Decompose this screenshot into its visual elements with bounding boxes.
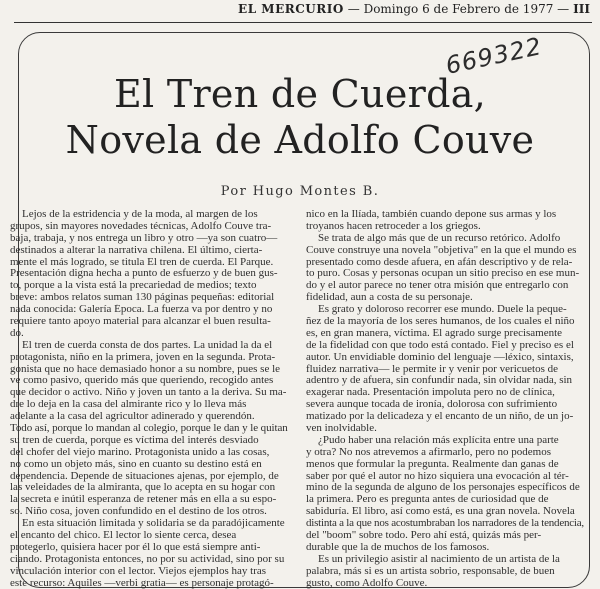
- text-line: destinados a alterar la narrativa chilena. El último, cierta-: [10, 244, 263, 256]
- text-line: nada conocida: Galería Época. La fuerza va por dentro y no: [10, 304, 273, 316]
- text-line: grupos, sin mayores novedades técnicas, Adolfo Couve tra-: [10, 220, 272, 232]
- text-line: breve: ambos relatos suman 130 páginas pequeñas: editorial: [10, 292, 275, 304]
- text-line: ciando. Protagonista entonces, no por su actividad, sino por su: [10, 553, 285, 565]
- text-line: distinta a la que nos acostumbraban los narradores de la tendencia,: [306, 518, 584, 530]
- text-line: durable que la de muchos de los famosos.: [306, 541, 490, 553]
- text-line: protagonista, niño en la primera, joven en la segunda. Prota-: [10, 351, 276, 363]
- text-line: es, en gran manera, víctima. El agrado surge precisamente: [306, 327, 563, 339]
- text-line: adentro y de afuera, sin confundir nada, sin olvidar nada, sin: [306, 375, 573, 387]
- handwritten-catalog-number: 669322: [443, 32, 545, 80]
- text-line: ve como pasivo, querido más que queriendo, recogido antes: [10, 375, 274, 387]
- text-line: to, porque a la vista está la precariedad de medios; texto: [10, 280, 257, 292]
- text-line: requiere tanto apoyo material para alcanzar el buen resulta-: [10, 316, 271, 328]
- issue-date: — Domingo 6 de Febrero de 1977 —: [347, 2, 570, 16]
- text-line: to puro. Cosas y personas ocupan un sitio preciso en ese mun-: [306, 268, 580, 280]
- text-line: baja, trabaja, y nos entrega un libro y otro —ya son cuatro—: [10, 232, 278, 244]
- text-line: Couve construye una novela "objetiva" en la que el mundo es: [306, 244, 577, 256]
- text-line: vinculación interior con el lector. Viejos ejemplos hay tras: [10, 565, 267, 577]
- text-line: su tren de cuerda, porque es víctima del interés desviado: [10, 434, 259, 446]
- text-line: do y el autor parece no tener otra misión que entregarlo con: [306, 280, 569, 292]
- text-line: sabiduría. El libro, así como está, es una gran novela. Novela: [306, 506, 575, 518]
- text-line: Es grato y doloroso recorrer ese mundo. Duele la peque-: [318, 304, 567, 316]
- text-line: dependencia. Depende de situaciones ajenas, por ejemplo, de: [10, 470, 279, 482]
- text-line: ñez de la mayoría de los seres humanos, de los cuales el niño: [306, 316, 575, 328]
- text-line: troyanos hacen retroceder a los griegos.: [306, 220, 481, 232]
- article-title-line-1: El Tren de Cuerda,: [113, 72, 487, 116]
- text-line: ¿Pudo haber una relación más explícita entre una parte: [318, 434, 559, 446]
- page-header: [0, 2, 590, 18]
- page-number: III: [573, 2, 590, 16]
- text-line: este recurso: Aquiles —verbi gratia— es personaje protagó-: [10, 577, 274, 589]
- text-line: Se trata de algo más que de un recurso retórico. Adolfo: [318, 232, 561, 244]
- text-line: Todo así, porque lo mandan al colegio, porque le dan y le quitan: [10, 423, 288, 435]
- text-line: de la fidelidad con que todo está contado. Fiel y preciso es el: [306, 339, 574, 351]
- text-line: la secreta e inútil esperanza de retener más en ella a su espo-: [10, 494, 277, 506]
- text-line: gonista que no hace demasiado honor a su nombre, pues se le: [10, 363, 281, 375]
- text-line: so. Niño cosa, joven confundido en el destino de los otros.: [10, 506, 267, 518]
- text-line: que decidor o activo. Niño y joven un tanto a la deriva. Su ma-: [10, 387, 287, 399]
- text-line: la primera. Pero es pregunta antes de curiosidad que de: [306, 494, 549, 506]
- text-line: adelante a la casa del agricultor adinerado y querendón.: [10, 411, 255, 423]
- text-line: protegerlo, quisiera hacer por él lo que está siempre anti-: [10, 541, 261, 553]
- header-rule: [14, 22, 592, 23]
- right-column: [306, 209, 584, 589]
- text-line: mente el más logrado, se titula El tren de cuerda. El Parque.: [10, 256, 274, 268]
- text-line: del chofer del viejo marino. Protagonista unido a las cosas,: [10, 446, 270, 458]
- text-line: Presentación digna hecha a punto de esfuerzo y de buen gus-: [10, 268, 278, 280]
- text-line: El tren de cuerda consta de dos partes. La unidad la da el: [22, 339, 273, 351]
- text-line: no como un objeto más, sino en cuanto su destino está en: [10, 458, 262, 470]
- article-title-line-2: Novela de Adolfo Couve: [65, 118, 535, 162]
- text-line: saber por qué el autor no hizo siquiera una evocación al tér-: [306, 470, 569, 482]
- text-line: matizado por la delicadeza y el encanto de un niño, de un jo-: [306, 411, 574, 423]
- text-line: fidelidad, aun a costa de su personaje.: [306, 292, 473, 304]
- text-line: exagerar nada. Presentación impoluta pero no de clínica,: [306, 387, 555, 399]
- text-line: severa aunque tocada de ironía, dolorosa con sufrimiento: [306, 399, 558, 411]
- text-line: menos que formular la pregunta. Realmente dan ganas de: [306, 458, 559, 470]
- text-line: palabra, más si es un artista sobrio, responsable, de buen: [306, 565, 555, 577]
- text-line: las veleidades de la almiranta, que lo acepta en su hogar con: [10, 482, 276, 494]
- text-line: En esta situación limitada y solidaria se da paradójicamente: [22, 518, 285, 530]
- text-line: y otra? No nos atrevemos a afirmarlo, pero no podemos: [306, 446, 551, 458]
- text-line: autor. Un envidiable dominio del lenguaje —léxico, sintaxis,: [306, 351, 574, 363]
- text-line: nico en la Ilíada, también cuando depone sus armas y los: [306, 209, 557, 220]
- text-line: do.: [10, 327, 24, 339]
- text-line: fluidez narrativa— le permite ir y venir por vericuetos de: [306, 363, 558, 375]
- text-line: mino de la segunda de alguno de los personajes específicos de: [306, 482, 580, 494]
- text-line: Es un privilegio asistir al nacimiento de un artista de la: [318, 553, 560, 565]
- text-line: el encanto del chico. El lector lo siente cerca, desea: [10, 530, 237, 542]
- text-line: ven inolvidable.: [306, 423, 377, 435]
- text-line: dre lo deja en la casa del almirante rico y lo lleva más: [10, 399, 247, 411]
- newspaper-name: EL MERCURIO: [238, 2, 344, 16]
- text-line: presentado como desde afuera, en afán descriptivo y de rela-: [306, 256, 573, 268]
- text-line: del "boom" sobre todo. Pero ahí está, quizás más per-: [306, 530, 542, 542]
- byline: Por Hugo Montes B.: [220, 184, 380, 199]
- left-column: [10, 209, 288, 589]
- text-line: gusto, como Adolfo Couve.: [306, 577, 428, 589]
- text-line: Lejos de la estridencia y de la moda, al margen de los: [22, 209, 258, 220]
